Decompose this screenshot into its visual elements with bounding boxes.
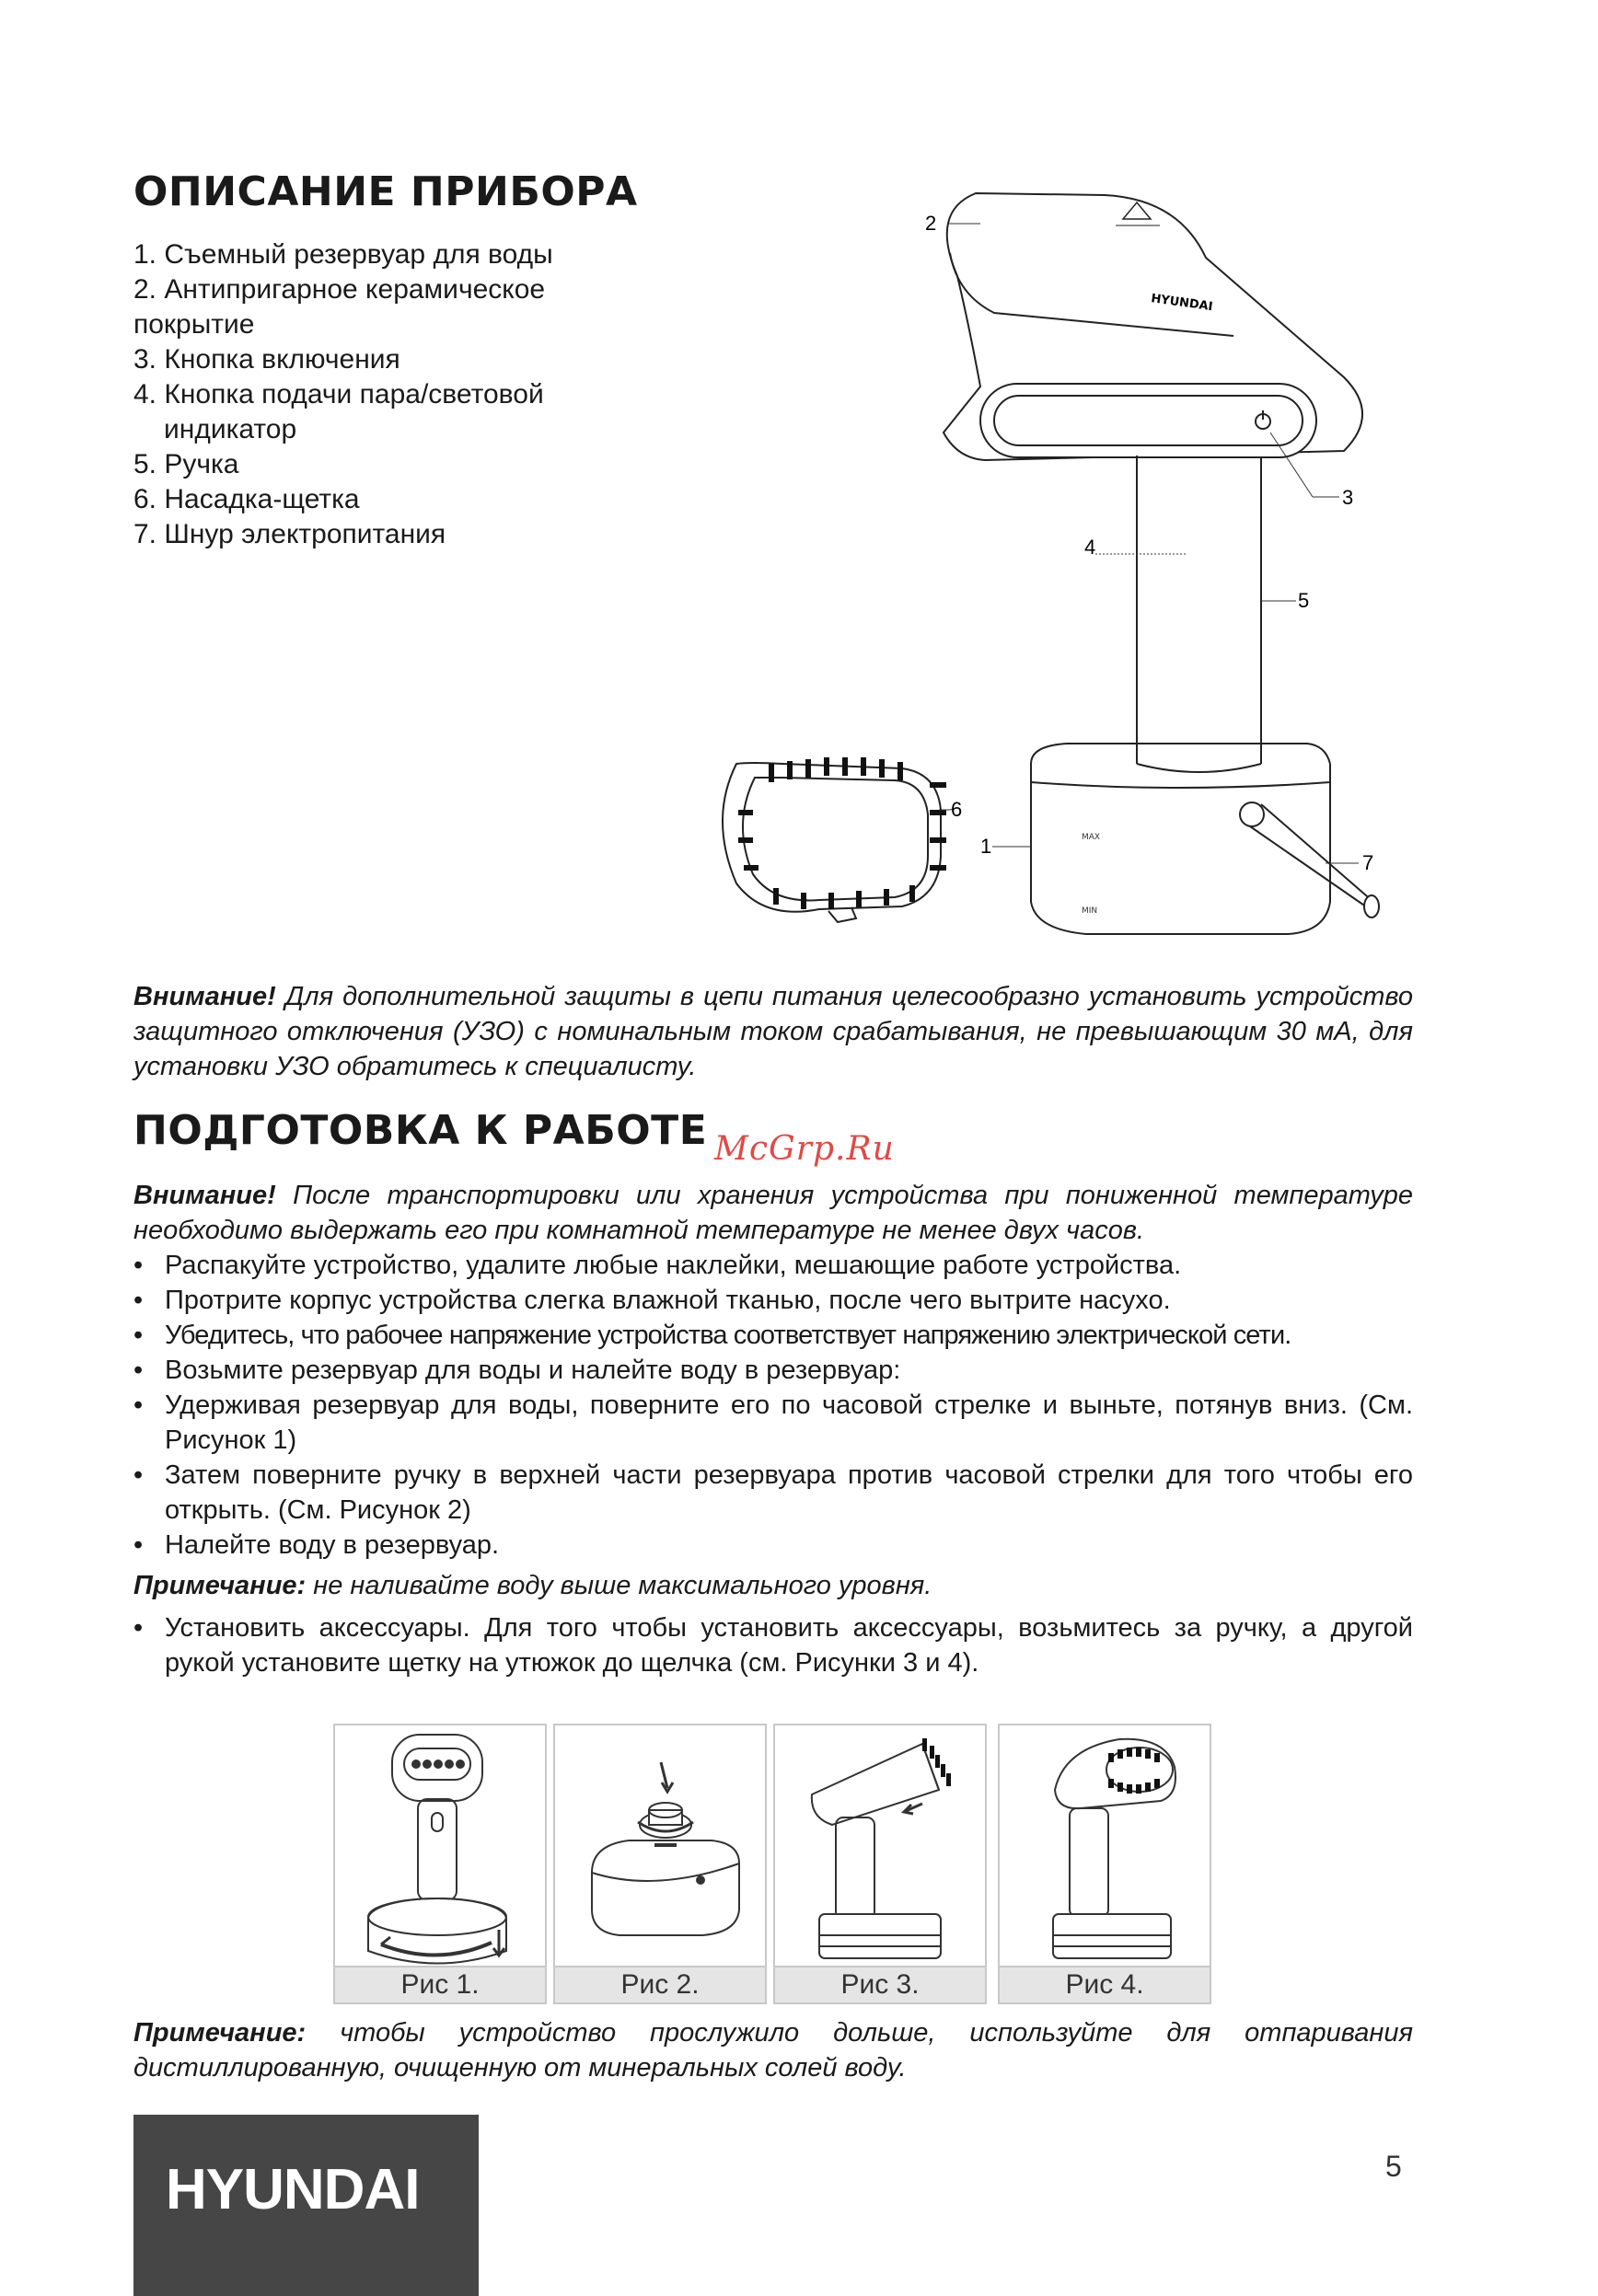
list-item: • Установить аксессуары. Для того чтобы установить аксессуары, возьмитесь за ручку, а другой рукой установите щетку на утюжок до щелчка (см. Рисунки 3 и 4).	[133, 1610, 1413, 1680]
brand-logo: HYUNDAI	[166, 2158, 420, 2221]
note-text: чтобы устройство прослужило дольше, используйте для отпаривания дистиллированную, очищенную от минеральных солей воду.	[133, 2018, 1413, 2083]
warning-label: Внимание!	[133, 982, 276, 1011]
list-item: • Удерживая резервуар для воды, поверните его по часовой стрелке и выньте, потянув вниз. (См. Рисунок 1)	[133, 1388, 1413, 1458]
figure-caption: Рис 4.	[1000, 1966, 1210, 2002]
parts-list	[133, 237, 612, 552]
parts-list-item: 4. Кнопка подачи пара/световой	[133, 379, 544, 410]
callout-1: 1	[980, 835, 992, 858]
list-item: • Распакуйте устройство, удалите любые наклейки, мешающие работе устройства.	[133, 1248, 1413, 1283]
parts-list-item: 3. Кнопка включения	[133, 344, 400, 375]
figure-caption: Рис 3.	[775, 1966, 985, 2002]
figure-caption: Рис 2.	[555, 1966, 765, 2002]
preparation-body	[133, 1178, 1413, 1680]
parts-list-item: индикатор	[164, 414, 297, 444]
parts-list-item: 1. Съемный резервуар для воды	[133, 239, 553, 270]
figure-3-illustration	[775, 1725, 989, 1969]
figure-1	[333, 1724, 547, 2004]
callout-5: 5	[1298, 589, 1310, 612]
parts-list-item: 5. Ручка	[133, 449, 239, 479]
parts-list-item: 6. Насадка-щетка	[133, 484, 360, 514]
section-title-preparation: ПОДГОТОВКА К РАБОТЕ	[133, 1107, 708, 1154]
parts-list-item: 2. Антипригарное керамическое	[133, 274, 546, 305]
warning-text: После транспортировки или хранения устройства при пониженной температуре необходимо выдержать его при комнатной температуре не менее двух часов.	[133, 1181, 1413, 1245]
footer-brand-block	[133, 2115, 479, 2296]
tank-max-label: MAX	[1082, 833, 1101, 842]
steamer-diagram	[681, 175, 1418, 957]
parts-list-item: покрытие	[133, 309, 255, 340]
transport-warning	[133, 1178, 1413, 1248]
figure-2	[553, 1724, 767, 2004]
list-item: • Возьмите резервуар для воды и налейте воду в резервуар:	[133, 1353, 1413, 1388]
note-distilled-water	[133, 2015, 1413, 2085]
callout-7: 7	[1362, 851, 1374, 874]
parts-list-item: 7. Шнур электропитания	[133, 519, 446, 549]
note-label: Примечание:	[133, 2018, 307, 2048]
figure-1-illustration	[335, 1725, 549, 1969]
figure-caption: Рис 1.	[335, 1966, 545, 2002]
note-water-level	[133, 1568, 1413, 1603]
figure-4	[998, 1724, 1211, 2004]
note-text: не наливайте воду выше максимального уровня.	[313, 1571, 932, 1600]
list-item: • Затем поверните ручку в верхней части резервуара против часовой стрелки для того чтобы его открыть. (См. Рисунок 2)	[133, 1458, 1413, 1528]
figure-3	[773, 1724, 987, 2004]
warning-rcd	[133, 979, 1413, 1084]
device-brand-label: HYUNDAI	[1150, 292, 1214, 315]
list-item: • Протрите корпус устройства слегка влажной тканью, после чего вытрите насухо.	[133, 1283, 1413, 1318]
list-item: • Налейте воду в резервуар.	[133, 1528, 1413, 1563]
figure-2-illustration	[555, 1725, 769, 1969]
callout-2: 2	[925, 212, 937, 235]
note-label: Примечание:	[133, 1571, 307, 1600]
callout-4: 4	[1084, 536, 1096, 559]
watermark: McGrp.Ru	[714, 1130, 895, 1168]
tank-min-label: MIN	[1082, 906, 1098, 916]
section-title-description: ОПИСАНИЕ ПРИБОРА	[133, 168, 638, 215]
warning-label: Внимание!	[133, 1181, 276, 1210]
list-item: • Убедитесь, что рабочее напряжение устройства соответствует напряжению электрической сети.	[133, 1318, 1413, 1353]
figure-4-illustration	[1000, 1725, 1213, 1969]
warning-text: Для дополнительной защиты в цепи питания целесообразно установить устройство защитного отключения (УЗО) с номинальным током срабатывания, не превышающим 30 мА, для установки УЗО обратитесь к специалисту.	[133, 982, 1413, 1081]
callout-6: 6	[951, 798, 963, 821]
page-number: 5	[1385, 2150, 1402, 2183]
callout-3: 3	[1342, 486, 1354, 509]
